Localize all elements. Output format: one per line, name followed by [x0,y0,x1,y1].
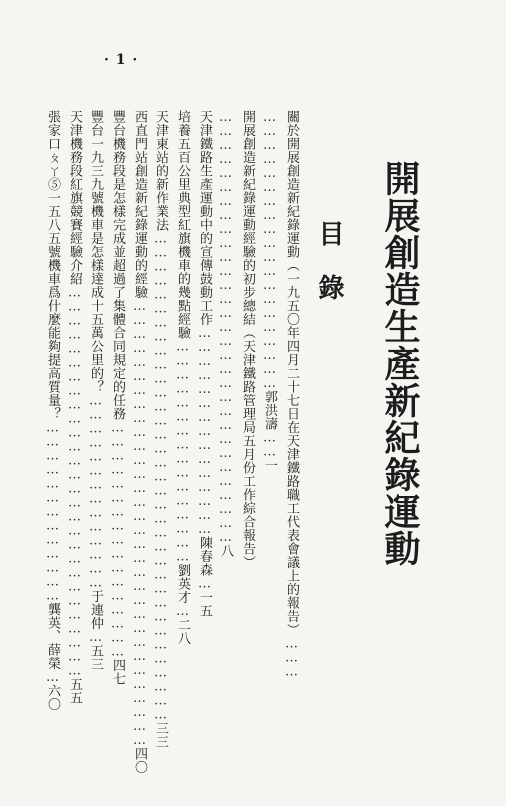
toc-entry-author: 劉英才 [175,563,190,604]
toc-entry [46,110,59,711]
contents-heading: 目錄 [314,220,344,328]
toc-entry-text: 豐台一九三九號機車是怎樣達成十五萬公里的？ [88,110,103,394]
toc-entry-text: 天津鐵路生產運動中的宣傳鼓動工作 [197,110,212,326]
leader-dots: … [88,630,103,644]
toc-entry-title [241,110,254,569]
leader-dots: ……………………………………… [197,326,212,536]
book-title: 開展創造生產新紀錄運動 [379,160,421,567]
toc-entry-author: 龔英、薛榮 [45,602,60,670]
toc-entry-page: 二八 [175,618,190,645]
toc-entry-page: 六〇 [45,684,60,711]
toc-entry [133,110,146,774]
leader-dots: ………………………………………………………………………… [67,285,82,678]
toc-entry-page: 一 [262,458,277,472]
toc-entry-page: 四〇 [132,747,147,774]
toc-entry-page: 四七 [110,658,125,686]
leader-dots: ……… [284,636,299,679]
toc-entry-page: 一五 [197,590,212,618]
leader-dots: …………………………………… [88,393,103,590]
toc-entry [68,110,81,705]
toc-entry-text: 天津東站的新作業法 [153,110,168,232]
leader-dots: … [45,670,60,684]
toc-entry-text: 西直門站創造新紀錄運動的經驗 [132,110,147,299]
toc-entry-text: 培養五百公里典型紅旗機車的幾點經驗 [175,110,190,340]
toc-entry-page: 五三 [88,644,103,671]
leader-dots: …………………………………………… [110,420,125,659]
toc-entry-page: 八 [218,544,233,558]
toc-entry-page: 三三 [153,721,168,749]
toc-entry-text: 天津機務段紅旗競賽經驗介紹 [67,110,82,286]
toc-entry [111,110,124,686]
leader-dots: …… [262,430,277,459]
toc-entry-text: 關於開展創造新紀錄運動（一九五〇年四月二十七日在天津鐵路職工代表會議上的報告） [284,110,299,637]
leader-dots: ………………………………………………………………………………… [218,110,233,544]
toc-entry-author: 于連仲 [88,589,103,630]
toc-entry-author: 陳春森 [197,536,212,577]
leader-dots: ………………………………………… [175,339,190,564]
page-number: · 1 · [104,52,139,68]
toc-entry-page: 五五 [67,677,82,705]
toc-entry-title [285,110,298,679]
toc-entry-author: 郭洪濤 [262,390,277,431]
toc-entry [89,110,102,671]
toc-entry-continuation [263,110,276,472]
leader-dots: … [197,576,212,591]
leader-dots: …………………………………………………… [262,110,277,390]
leader-dots: ………………………………… [45,420,60,603]
toc-entry [198,110,211,618]
toc-entry [154,110,167,749]
leader-dots: … [175,604,190,618]
toc-entry-text: 豐台機務段是怎樣完成並超過了集體合同規定的任務 [110,110,125,421]
toc-entry [176,110,189,645]
leader-dots: …………………………………………………………………………………… [132,299,147,747]
toc-entry-text: 張家口ㄆㄚ⑤一五八五號機車爲什麼能夠提高質量？ [45,110,60,421]
toc-entry-continuation [219,110,232,558]
leader-dots: …………………………………………………………………………………………… [153,231,168,722]
toc-entry-text: 開展創造新紀錄運動經驗的初步總結（天津鐵路管理局五月份工作綜合報告） [240,110,255,569]
